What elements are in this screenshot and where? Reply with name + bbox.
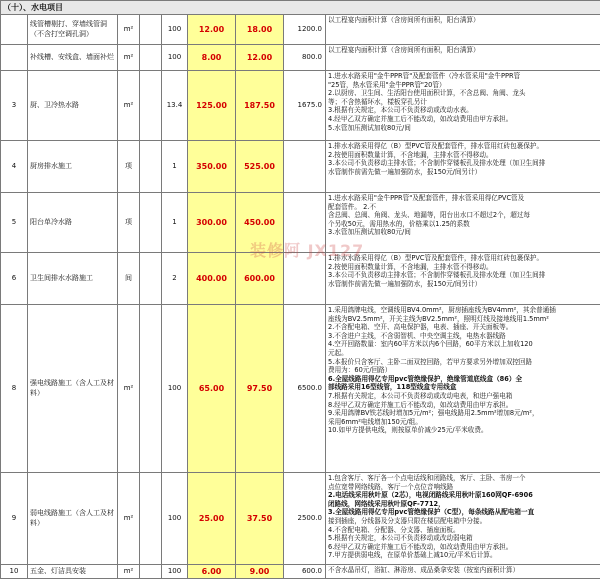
- note-line: 9.采用鸽牌BV铁芯线时增加5元/m²；强电线路用2.5mm²增加8元/m²，: [328, 409, 598, 418]
- amount: 600.0: [284, 565, 326, 579]
- price-b: 18.00: [236, 15, 284, 45]
- amount: [284, 141, 326, 193]
- row-number: 4: [1, 141, 28, 193]
- note-line: 等；不含热循环水，樣板穿孔另计: [328, 98, 598, 107]
- unit: m²: [118, 45, 140, 71]
- note-line: 1.排水水路采用得亿（B）型PVC管及配套管件，排水管用红砖包裹保护。: [328, 254, 598, 263]
- quantity: 13.4: [162, 71, 188, 141]
- note-line: 元起。: [328, 349, 598, 358]
- note-line: 以工程宴内面积计算（含房间所有面积，阳台满算）: [328, 16, 598, 25]
- unit: 项: [118, 141, 140, 193]
- note-line: 费用为：60元/回路）: [328, 366, 598, 375]
- row-number: 5: [1, 193, 28, 253]
- note-line: 3.本公司不负责移动主排水管；不含制作穿镂板孔及排水处理（加卫生间排: [328, 271, 598, 280]
- quantity: 100: [162, 305, 188, 473]
- item-note: [326, 193, 600, 253]
- table-row: [1, 71, 600, 141]
- table-row: [1, 473, 600, 565]
- price-b: 37.50: [236, 473, 284, 565]
- price-a: 65.00: [188, 305, 236, 473]
- note-line: 1.进水水路采用"金牛PPR管"及配套管件，排水管采用得亿PVC管及: [328, 194, 598, 203]
- price-b: 600.00: [236, 253, 284, 305]
- item-name: 厨、卫冷热水路: [28, 71, 118, 141]
- note-line: 5.根据有关规定，本公司不负责移动或改动弱电箱: [328, 534, 598, 543]
- note-line: 座线为BV2.5mm²，开关主线为BV2.5mm²，照明灯线及接地线用1.5mm²: [328, 315, 598, 324]
- row-number: [1, 15, 28, 45]
- note-line: 2.按使用面积数量计算，不含地漏，主排水管不得移动。: [328, 151, 598, 160]
- note-line: 5.水管加压测试加收80元/间: [328, 124, 598, 133]
- unit: m²: [118, 15, 140, 45]
- item-name: 卫生间排水水路施工: [28, 253, 118, 305]
- note-line: 2.不含配电箱、空开、高电保护器，电表、插座、开关面板等。: [328, 323, 598, 332]
- table-row: [1, 15, 600, 45]
- amount: 1200.0: [284, 15, 326, 45]
- row-number: 3: [1, 71, 28, 141]
- blank-col: [140, 193, 162, 253]
- amount: 2500.0: [284, 473, 326, 565]
- note-line: 3.本公司不负责移动主排水管；不含制作穿镂板孔及排水处理（加卫生间排: [328, 159, 598, 168]
- quantity: 100: [162, 473, 188, 565]
- note-line: 含总阀、总阀、角阀、龙头、地漏等，阳台出水口不超过2个，超过每: [328, 211, 598, 220]
- row-number: [1, 45, 28, 71]
- note-line: 6.全屋线路用得亿专用pvc管绝缘保护，绝缘管道底线盒（86）全: [328, 375, 598, 384]
- price-a: 125.00: [188, 71, 236, 141]
- note-line: "25管，热水管采用"金牛PPR管"20管）: [328, 81, 598, 90]
- table-row: [1, 305, 600, 473]
- price-b: 525.00: [236, 141, 284, 193]
- unit: 项: [118, 193, 140, 253]
- unit: m²: [118, 473, 140, 565]
- price-b: 12.00: [236, 45, 284, 71]
- note-line: 1.进水水路采用"金牛PPR管"及配套管件（冷水管采用"金牛PPR管: [328, 72, 598, 81]
- item-note: [326, 15, 600, 45]
- note-line: 7.甲方提供弱电线，在原单价基础上减10元/平米后计算。: [328, 551, 598, 560]
- watermark: 装修阿 JX127: [250, 238, 364, 261]
- note-line: 闭路线，网络线采用秋叶原QF-7712，: [328, 500, 598, 509]
- blank-col: [140, 71, 162, 141]
- price-b: 9.00: [236, 565, 284, 579]
- row-number: 8: [1, 305, 28, 473]
- item-name: 弱电线路施工（含人工及材料）: [28, 473, 118, 565]
- note-line: 4.经甲乙双方确定并施工后不能改动，如改动费用由甲方承担。: [328, 115, 598, 124]
- amount: 6500.0: [284, 305, 326, 473]
- item-note: [326, 45, 600, 71]
- note-line: 接到插座，分线器及分支器只限在楼层配电箱中分接。: [328, 517, 598, 526]
- blank-col: [140, 15, 162, 45]
- price-a: 8.00: [188, 45, 236, 71]
- note-line: 3.不含进户主线，不含弱智机、中央空调主线，电热水器线路: [328, 332, 598, 341]
- price-b: 450.00: [236, 193, 284, 253]
- item-note: [326, 253, 600, 305]
- table-row: [1, 141, 600, 193]
- amount: 800.0: [284, 45, 326, 71]
- price-a: 25.00: [188, 473, 236, 565]
- quantity: 1: [162, 193, 188, 253]
- item-note: [326, 565, 600, 579]
- price-a: 300.00: [188, 193, 236, 253]
- section-header-row: [1, 1, 600, 15]
- item-name: 线管槽剔打、穿墙线管洞（不含打空调孔洞）: [28, 15, 118, 45]
- note-line: 4.不含配电箱、分配器、分支器、插座面板。: [328, 526, 598, 535]
- row-number: 6: [1, 253, 28, 305]
- note-line: 水管制作前需先做一遍加强防水，报150元/间另计）: [328, 280, 598, 289]
- note-line: 8.经甲乙双方确定并施工后不能改动，如改动费用由甲方承担。: [328, 401, 598, 410]
- quantity: 100: [162, 15, 188, 45]
- item-name: 补线槽、安线盒、墙面补烂: [28, 45, 118, 71]
- price-a: 350.00: [188, 141, 236, 193]
- note-line: 3.水管加压测试加收80元/间: [328, 228, 598, 237]
- item-name: 厨房排水施工: [28, 141, 118, 193]
- note-line: 部线路采用16型线管，118型线盒专用线盒: [328, 383, 598, 392]
- blank-col: [140, 565, 162, 579]
- blank-col: [140, 141, 162, 193]
- note-line: 以工程宴内面积计算（含房间所有面积，阳台满算）: [328, 46, 598, 55]
- price-a: 400.00: [188, 253, 236, 305]
- price-b: 187.50: [236, 71, 284, 141]
- blank-col: [140, 473, 162, 565]
- blank-col: [140, 253, 162, 305]
- note-line: 2.电话线采用秋叶原（2芯），电视闭路线采用秋叶原160网QF-6906: [328, 491, 598, 500]
- note-line: 不含水晶吊灯，浴缸、淋浴房、成品桑拿安装（按室内面积计算）: [328, 566, 598, 575]
- item-name: 阳台单冷水路: [28, 193, 118, 253]
- note-line: 4.空开回路数量：室内60平方米以内6个回路，60平方米以上加收120: [328, 340, 598, 349]
- blank-col: [140, 305, 162, 473]
- row-number: 9: [1, 473, 28, 565]
- note-line: 6.经甲乙双方确定并施工后不能改动，如改动费用由甲方承担。: [328, 543, 598, 552]
- amount: 1675.0: [284, 71, 326, 141]
- item-note: [326, 473, 600, 565]
- item-name: 五金、灯洁具安装: [28, 565, 118, 579]
- note-line: 7.根据有关规定，本公司不负责移动或改动电表，和进户强电箱: [328, 392, 598, 401]
- note-line: 1.排水水路采用得亿（B）型PVC管及配套管件，排水管用红砖包裹保护。: [328, 142, 598, 151]
- note-line: 1.包含客厅、客厅各一个点电话线和闭路线，客厅、主卧、书房一个: [328, 474, 598, 483]
- price-b: 97.50: [236, 305, 284, 473]
- note-line: 10.如甲方提供电线，则按原单价减少25元/平米收费。: [328, 426, 598, 435]
- table-row: [1, 565, 600, 579]
- unit: m²: [118, 565, 140, 579]
- blank-col: [140, 45, 162, 71]
- row-number: 10: [1, 565, 28, 579]
- note-line: 个另收50元，需用热水的，价格乘以1.25的系数: [328, 220, 598, 229]
- item-note: [326, 305, 600, 473]
- quantity: 2: [162, 253, 188, 305]
- unit: m²: [118, 305, 140, 473]
- quantity: 1: [162, 141, 188, 193]
- quantity: 100: [162, 565, 188, 579]
- note-line: 5.本报价只含客厅、主卧二面双控回路，若甲方要求另外增加双控回路: [328, 358, 598, 367]
- price-a: 6.00: [188, 565, 236, 579]
- note-line: 水管制作前需先做一遍加强防水，报150元/间另计）: [328, 168, 598, 177]
- item-note: [326, 141, 600, 193]
- unit: m²: [118, 71, 140, 141]
- unit: 间: [118, 253, 140, 305]
- table-row: [1, 45, 600, 71]
- note-line: 点位宽带网络线路，客厅一个点位音响线路: [328, 483, 598, 492]
- note-line: 3.根据有关规定，本公司不负责移动或改动水表。: [328, 106, 598, 115]
- note-line: 1.采用鸽牌电线，空调线用BV4.0mm²，厨房插座线为BV4mm²，其余普通插: [328, 306, 598, 315]
- note-line: 3.全屋线路用得亿专用pvc管绝缘保护（C型），每条线路从配电箱一直: [328, 508, 598, 517]
- section-title: （十）、水电项目: [1, 1, 600, 15]
- note-line: 采用6mm²电线增加150元/组。: [328, 418, 598, 427]
- item-note: [326, 71, 600, 141]
- note-line: 配套管件。 2.不: [328, 203, 598, 212]
- item-name: 强电线路施工（含人工及材料）: [28, 305, 118, 473]
- price-a: 12.00: [188, 15, 236, 45]
- note-line: 2.按使用面积数量计算，不含地漏，主排水管不得移动。: [328, 263, 598, 272]
- note-line: 2.以厨房、卫生间、生活阳台使用面积计算，不含总阀、角阀、龙头: [328, 89, 598, 98]
- quantity: 100: [162, 45, 188, 71]
